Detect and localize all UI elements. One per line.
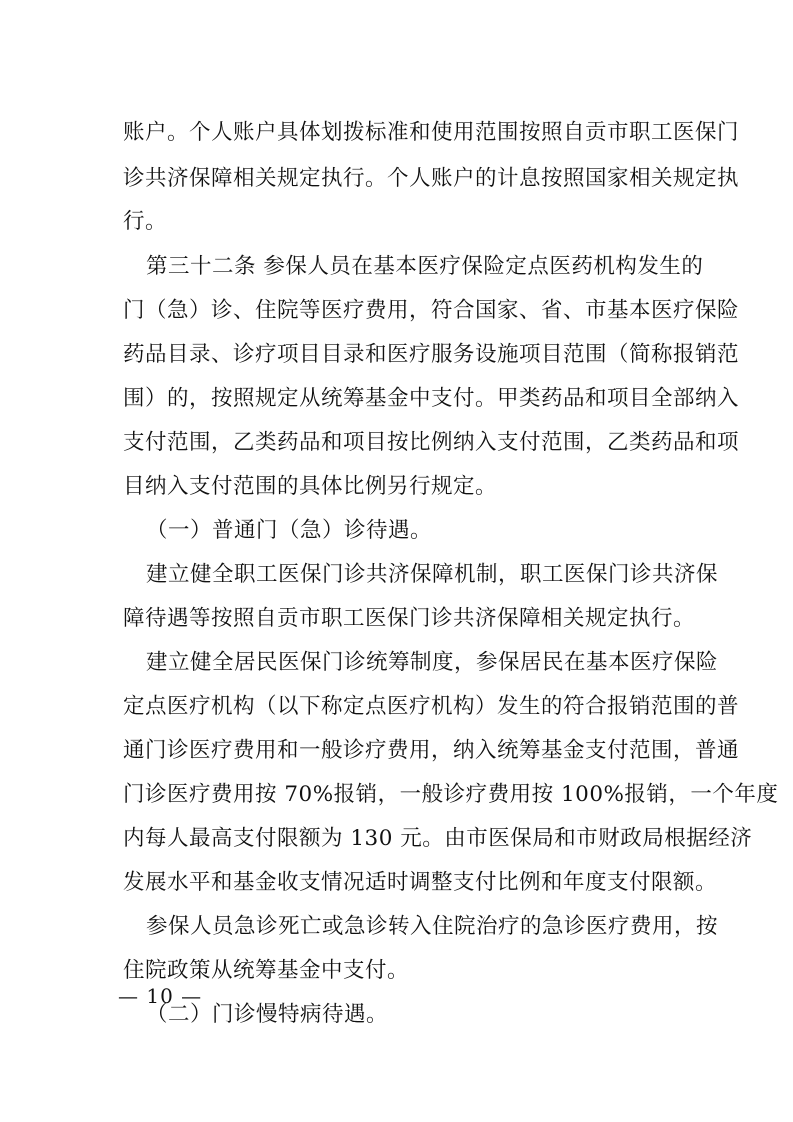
text-line: 药品目录、诊疗项目目录和医疗服务设施项目范围（简称报销范 — [123, 342, 740, 367]
text-line: 参保人员急诊死亡或急诊转入住院治疗的急诊医疗费用，按 — [146, 914, 719, 939]
text-line: 定点医疗机构（以下称定点医疗机构）发生的符合报销范围的普 — [123, 694, 740, 719]
text-line: 发展水平和基金收支情况适时调整支付比例和年度支付限额。 — [123, 870, 718, 895]
text-line: 行。 — [123, 209, 168, 234]
text-line: 诊共济保障相关规定执行。个人账户的计息按照国家相关规定执 — [123, 166, 740, 191]
text-line: 门（急）诊、住院等医疗费用，符合国家、省、市基本医疗保险 — [123, 298, 740, 323]
text-line: 围）的，按照规定从统筹基金中支付。甲类药品和项目全部纳入 — [123, 386, 740, 411]
section-heading: （二）门诊慢特病待遇。 — [146, 1002, 389, 1027]
article-heading-line: 第三十二条 参保人员在基本医疗保险定点医药机构发生的 — [146, 254, 704, 279]
text-line: 支付范围，乙类药品和项目按比例纳入支付范围，乙类药品和项 — [123, 430, 740, 455]
text-line: 内每人最高支付限额为 130 元。由市医保局和市财政局根据经济 — [123, 826, 753, 851]
text-line: 住院政策从统筹基金中支付。 — [123, 958, 410, 983]
text-line: 障待遇等按照自贡市职工医保门诊共济保障相关规定执行。 — [123, 606, 696, 631]
text-line: 账户。个人账户具体划拨标准和使用范围按照自贡市职工医保门 — [123, 120, 740, 145]
text-line: 建立健全居民医保门诊统筹制度，参保居民在基本医疗保险 — [146, 650, 719, 675]
text-line: 通门诊医疗费用和一般诊疗费用，纳入统筹基金支付范围，普通 — [123, 738, 740, 763]
section-heading: （一）普通门（急）诊待遇。 — [146, 518, 433, 543]
page-number: — 10 — — [118, 984, 203, 1008]
text-line: 建立健全职工医保门诊共济保障机制，职工医保门诊共济保 — [146, 562, 719, 587]
text-line: 目纳入支付范围的具体比例另行规定。 — [123, 474, 498, 499]
text-line: 门诊医疗费用按 70%报销，一般诊疗费用按 100%报销，一个年度 — [123, 782, 779, 807]
